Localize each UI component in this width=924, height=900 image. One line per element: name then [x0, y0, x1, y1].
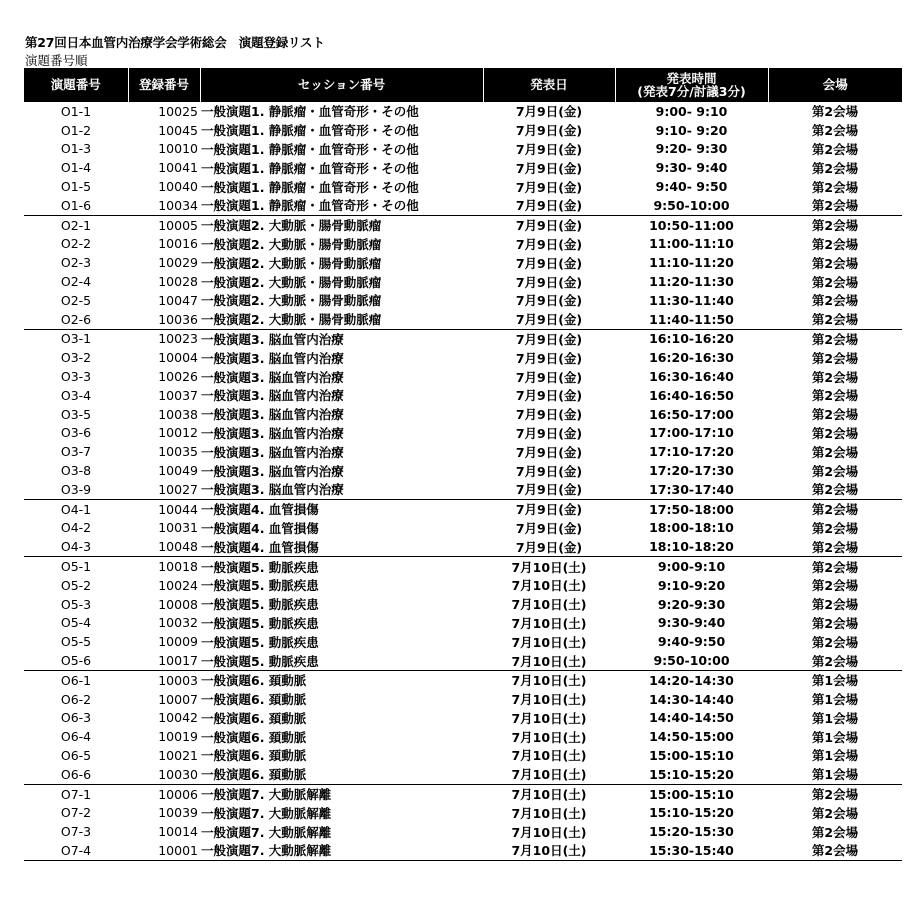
date-cell: 7月9日(金) [515, 425, 583, 441]
abstract-number-cell: O3-7 [60, 444, 92, 460]
abstract-number-cell: O2-4 [60, 274, 92, 290]
date-cell: 7月9日(金) [515, 274, 583, 290]
venue-cell: 第2会場 [811, 578, 859, 594]
venue-cell: 第2会場 [768, 784, 902, 803]
venue-cell: 第2会場 [811, 293, 859, 309]
time-cell: 9:30-9:40 [657, 615, 726, 631]
session-cell: 一般演題7. 大動脈解離 [200, 841, 483, 860]
registration-number-cell: 10018 [128, 557, 200, 576]
venue-cell: 第2会場 [811, 123, 859, 139]
table-row [24, 291, 902, 310]
table-row [24, 576, 902, 595]
header-abstract-number: 演題番号 [24, 68, 128, 102]
date-cell: 7月10日(土) [483, 557, 615, 576]
session-cell: 一般演題6. 頚動脈 [201, 692, 307, 708]
venue-cell: 第2会場 [811, 179, 859, 195]
venue-cell: 第2会場 [811, 634, 859, 650]
table-row [24, 746, 902, 765]
abstract-number-cell: O1-4 [60, 160, 92, 176]
session-cell: 一般演題5. 動脈疾患 [201, 597, 319, 613]
header-registration-number: 登録番号 [128, 68, 200, 102]
registration-number-cell: 10031 [158, 520, 198, 536]
table-row [24, 651, 902, 670]
abstract-number-cell: O3-5 [60, 406, 92, 422]
table-row [24, 537, 902, 556]
venue-cell: 第2会場 [811, 350, 859, 366]
header-presentation-date: 発表日 [483, 68, 615, 102]
abstract-number-cell: O6-1 [24, 670, 128, 689]
header-presentation-time [615, 68, 768, 102]
venue-cell: 第2会場 [811, 312, 859, 328]
table-row [24, 499, 902, 518]
time-cell: 16:40-16:50 [649, 387, 734, 403]
abstract-number-cell: O3-6 [60, 425, 92, 441]
date-cell: 7月10日(土) [511, 805, 587, 821]
time-cell: 9:40-9:50 [657, 634, 726, 650]
table-row [24, 196, 902, 215]
session-cell: 一般演題6. 頚動脈 [201, 710, 307, 726]
venue-cell: 第2会場 [811, 463, 859, 479]
time-cell: 15:20-15:30 [649, 824, 734, 840]
session-cell: 一般演題1. 静脈瘤・血管奇形・その他 [201, 141, 419, 157]
table-row [24, 595, 902, 614]
venue-cell: 第1会場 [811, 692, 859, 708]
time-cell: 18:00-18:10 [649, 520, 734, 536]
session-cell: 一般演題3. 脳血管内治療 [201, 350, 344, 366]
date-cell: 7月9日(金) [515, 520, 583, 536]
date-cell: 7月9日(金) [515, 482, 583, 498]
session-cell: 一般演題3. 脳血管内治療 [201, 407, 344, 423]
registration-number-cell: 10041 [158, 160, 198, 176]
date-cell: 7月10日(土) [483, 841, 615, 860]
table-row [24, 140, 902, 159]
abstract-number-cell: O5-5 [60, 634, 92, 650]
session-cell: 一般演題5. 動脈疾患 [201, 578, 319, 594]
table-row [24, 480, 902, 499]
abstract-number-cell: O7-3 [60, 824, 92, 840]
date-cell: 7月10日(土) [511, 767, 587, 783]
time-cell: 11:40-11:50 [649, 311, 734, 327]
abstract-number-cell: O6-2 [60, 691, 92, 707]
registration-number-cell: 10032 [158, 615, 198, 631]
session-cell: 一般演題3. 脳血管内治療 [201, 463, 344, 479]
abstract-number-cell: O7-2 [60, 805, 92, 821]
date-cell: 7月10日(土) [511, 748, 587, 764]
venue-cell: 第2会場 [768, 841, 902, 860]
registration-number-cell: 10021 [158, 747, 198, 763]
abstract-number-cell: O1-5 [60, 179, 92, 195]
session-cell: 一般演題7. 大動脈解離 [201, 824, 332, 840]
date-cell: 7月9日(金) [515, 407, 583, 423]
registration-number-cell: 10040 [158, 179, 198, 195]
table-row [24, 405, 902, 424]
session-cell: 一般演題5. 動脈疾患 [200, 557, 483, 576]
date-cell: 7月9日(金) [483, 215, 615, 234]
date-cell: 7月9日(金) [515, 236, 583, 252]
registration-number-cell: 10004 [158, 350, 198, 366]
date-cell: 7月10日(土) [483, 670, 615, 689]
session-cell: 一般演題6. 頚動脈 [200, 670, 483, 689]
table-row [24, 272, 902, 291]
table-row [24, 709, 902, 728]
time-cell: 9:10- 9:20 [655, 122, 728, 138]
time-cell: 16:10-16:20 [615, 329, 768, 348]
session-cell: 一般演題1. 静脈瘤・血管奇形・その他 [201, 160, 419, 176]
venue-cell: 第2会場 [811, 198, 859, 214]
time-cell: 17:00-17:10 [649, 425, 734, 441]
date-cell: 7月9日(金) [515, 539, 583, 555]
time-cell: 11:30-11:40 [649, 292, 734, 308]
venue-cell: 第2会場 [811, 141, 859, 157]
session-cell: 一般演題7. 大動脈解離 [200, 784, 483, 803]
session-cell: 一般演題6. 頚動脈 [201, 729, 307, 745]
table-row [24, 632, 902, 651]
abstract-number-cell: O5-4 [60, 615, 92, 631]
date-cell: 7月10日(土) [511, 578, 587, 594]
time-cell: 15:00-15:10 [615, 784, 768, 803]
time-cell: 17:10-17:20 [649, 444, 734, 460]
registration-number-cell: 10026 [158, 369, 198, 385]
table-row [24, 841, 902, 860]
venue-cell: 第2会場 [811, 805, 859, 821]
abstract-number-cell: O4-3 [60, 539, 92, 555]
date-cell: 7月10日(土) [511, 710, 587, 726]
table-row [24, 329, 902, 348]
date-cell: 7月10日(土) [511, 634, 587, 650]
time-cell: 15:10-15:20 [649, 766, 734, 782]
registration-number-cell: 10025 [128, 102, 200, 121]
abstract-number-cell: O1-2 [60, 122, 92, 138]
abstract-number-cell: O5-2 [60, 577, 92, 593]
date-cell: 7月9日(金) [515, 293, 583, 309]
abstract-number-cell: O4-1 [24, 499, 128, 518]
header-session-number: セッション番号 [200, 68, 483, 102]
session-cell: 一般演題4. 血管損傷 [201, 520, 319, 536]
abstract-number-cell: O1-3 [60, 141, 92, 157]
date-cell: 7月9日(金) [515, 463, 583, 479]
registration-number-cell: 10039 [158, 805, 198, 821]
abstract-number-cell: O1-6 [60, 197, 92, 213]
registration-number-cell: 10003 [128, 670, 200, 689]
venue-cell: 第2会場 [811, 824, 859, 840]
date-cell: 7月9日(金) [515, 444, 583, 460]
venue-cell: 第1会場 [811, 729, 859, 745]
session-cell: 一般演題2. 大動脈・腸骨動脈瘤 [201, 236, 382, 252]
venue-cell: 第2会場 [768, 499, 902, 518]
abstract-number-cell: O2-5 [60, 292, 92, 308]
table-row [24, 727, 902, 746]
date-cell: 7月9日(金) [515, 369, 583, 385]
registration-number-cell: 10036 [158, 311, 198, 327]
session-cell: 一般演題4. 血管損傷 [201, 539, 319, 555]
venue-cell: 第1会場 [768, 670, 902, 689]
venue-cell: 第1会場 [811, 748, 859, 764]
time-cell: 18:10-18:20 [649, 539, 734, 555]
session-cell: 一般演題4. 血管損傷 [200, 499, 483, 518]
venue-cell: 第2会場 [768, 215, 902, 234]
venue-cell: 第2会場 [811, 407, 859, 423]
venue-cell: 第2会場 [811, 539, 859, 555]
registration-number-cell: 10023 [128, 329, 200, 348]
time-cell: 9:20-9:30 [657, 596, 726, 612]
registration-number-cell: 10048 [158, 539, 198, 555]
table-row [24, 235, 902, 254]
time-cell: 9:50-10:00 [653, 197, 730, 213]
table-body [24, 102, 902, 861]
abstract-number-cell: O2-3 [60, 255, 92, 271]
session-cell: 一般演題1. 静脈瘤・血管奇形・その他 [201, 198, 419, 214]
time-cell: 15:10-15:20 [649, 805, 734, 821]
time-cell: 9:30- 9:40 [655, 160, 728, 176]
abstract-number-cell: O3-3 [60, 369, 92, 385]
session-cell: 一般演題5. 動脈疾患 [201, 634, 319, 650]
abstract-number-cell: O3-8 [60, 463, 92, 479]
table-row [24, 215, 902, 234]
table-row [24, 614, 902, 633]
abstract-number-cell: O1-1 [24, 102, 128, 121]
table-row [24, 424, 902, 443]
time-cell: 15:30-15:40 [615, 841, 768, 860]
session-cell: 一般演題6. 頚動脈 [201, 748, 307, 764]
venue-cell: 第2会場 [811, 520, 859, 536]
time-cell: 11:20-11:30 [649, 274, 734, 290]
time-cell: 14:40-14:50 [649, 710, 734, 726]
abstract-number-cell: O7-1 [24, 784, 128, 803]
session-cell: 一般演題3. 脳血管内治療 [201, 425, 344, 441]
table-row [24, 386, 902, 405]
table-row [24, 348, 902, 367]
venue-cell: 第2会場 [768, 329, 902, 348]
registration-number-cell: 10014 [158, 824, 198, 840]
registration-number-cell: 10005 [128, 215, 200, 234]
time-cell: 17:20-17:30 [649, 463, 734, 479]
session-cell: 一般演題5. 動脈疾患 [201, 653, 319, 669]
time-cell: 14:20-14:30 [615, 670, 768, 689]
abstract-number-cell: O3-4 [60, 387, 92, 403]
registration-number-cell: 10010 [158, 141, 198, 157]
abstract-number-cell: O2-6 [60, 311, 92, 327]
date-cell: 7月9日(金) [515, 255, 583, 271]
registration-number-cell: 10009 [158, 634, 198, 650]
registration-number-cell: 10008 [158, 596, 198, 612]
abstract-table-container [24, 68, 902, 861]
registration-number-cell: 10001 [128, 841, 200, 860]
date-cell: 7月10日(土) [511, 653, 587, 669]
registration-number-cell: 10049 [158, 463, 198, 479]
session-cell: 一般演題2. 大動脈・腸骨動脈瘤 [201, 312, 382, 328]
date-cell: 7月9日(金) [515, 160, 583, 176]
session-cell: 一般演題3. 脳血管内治療 [201, 482, 344, 498]
abstract-number-cell: O3-1 [24, 329, 128, 348]
session-cell: 一般演題2. 大動脈・腸骨動脈瘤 [201, 255, 382, 271]
abstract-number-cell: O2-2 [60, 236, 92, 252]
abstract-number-cell: O6-4 [60, 729, 92, 745]
registration-number-cell: 10019 [158, 729, 198, 745]
time-cell: 14:30-14:40 [649, 691, 734, 707]
table-row [24, 121, 902, 140]
abstract-number-cell: O5-3 [60, 596, 92, 612]
time-cell: 15:00-15:10 [649, 747, 734, 763]
abstract-table [24, 68, 902, 861]
registration-number-cell: 10007 [158, 691, 198, 707]
time-cell: 11:00-11:10 [649, 236, 734, 252]
table-row [24, 177, 902, 196]
date-cell: 7月9日(金) [515, 179, 583, 195]
time-cell: 16:20-16:30 [649, 350, 734, 366]
venue-cell: 第2会場 [768, 102, 902, 121]
registration-number-cell: 10038 [158, 406, 198, 422]
time-cell: 17:50-18:00 [615, 499, 768, 518]
time-cell: 16:30-16:40 [649, 369, 734, 385]
table-row [24, 519, 902, 538]
abstract-number-cell: O3-9 [60, 481, 92, 497]
table-row [24, 158, 902, 177]
session-cell: 一般演題2. 大動脈・腸骨動脈瘤 [201, 293, 382, 309]
table-row [24, 765, 902, 784]
time-cell: 9:10-9:20 [657, 577, 726, 593]
date-cell: 7月9日(金) [483, 329, 615, 348]
session-cell: 一般演題2. 大動脈・腸骨動脈瘤 [201, 274, 382, 290]
venue-cell: 第2会場 [811, 388, 859, 404]
date-cell: 7月9日(金) [515, 141, 583, 157]
venue-cell: 第2会場 [768, 557, 902, 576]
session-cell: 一般演題2. 大動脈・腸骨動脈瘤 [200, 215, 483, 234]
time-cell: 10:50-11:00 [615, 215, 768, 234]
table-row [24, 442, 902, 461]
time-cell: 17:30-17:40 [649, 481, 734, 497]
session-cell: 一般演題1. 静脈瘤・血管奇形・その他 [201, 123, 419, 139]
abstract-number-cell: O2-1 [24, 215, 128, 234]
registration-number-cell: 10029 [158, 255, 198, 271]
venue-cell: 第2会場 [811, 369, 859, 385]
date-cell: 7月9日(金) [515, 312, 583, 328]
time-cell: 11:10-11:20 [649, 255, 734, 271]
session-cell: 一般演題3. 脳血管内治療 [201, 444, 344, 460]
session-cell: 一般演題1. 静脈瘤・血管奇形・その他 [200, 102, 483, 121]
date-cell: 7月10日(土) [511, 597, 587, 613]
time-cell: 9:00- 9:10 [615, 102, 768, 121]
document-subtitle: 演題番号順 [25, 53, 88, 68]
table-row [24, 557, 902, 576]
date-cell: 7月9日(金) [515, 350, 583, 366]
date-cell: 7月10日(土) [511, 824, 587, 840]
registration-number-cell: 10037 [158, 387, 198, 403]
registration-number-cell: 10028 [158, 274, 198, 290]
venue-cell: 第2会場 [811, 444, 859, 460]
time-cell: 14:50-15:00 [649, 729, 734, 745]
session-cell: 一般演題3. 脳血管内治療 [200, 329, 483, 348]
registration-number-cell: 10035 [158, 444, 198, 460]
session-cell: 一般演題7. 大動脈解離 [201, 805, 332, 821]
date-cell: 7月9日(金) [483, 499, 615, 518]
session-cell: 一般演題6. 頚動脈 [201, 767, 307, 783]
session-cell: 一般演題1. 静脈瘤・血管奇形・その他 [201, 179, 419, 195]
table-header-row [24, 68, 902, 102]
date-cell: 7月9日(金) [515, 123, 583, 139]
abstract-number-cell: O7-4 [24, 841, 128, 860]
table-row [24, 461, 902, 480]
registration-number-cell: 10034 [158, 197, 198, 213]
time-cell: 9:40- 9:50 [655, 179, 728, 195]
abstract-number-cell: O6-5 [60, 747, 92, 763]
table-row [24, 670, 902, 689]
venue-cell: 第2会場 [811, 160, 859, 176]
table-row [24, 102, 902, 121]
session-cell: 一般演題5. 動脈疾患 [201, 615, 319, 631]
date-cell: 7月10日(土) [483, 784, 615, 803]
date-cell: 7月10日(土) [511, 615, 587, 631]
abstract-number-cell: O6-6 [60, 766, 92, 782]
venue-cell: 第2会場 [811, 274, 859, 290]
registration-number-cell: 10044 [128, 499, 200, 518]
registration-number-cell: 10030 [158, 766, 198, 782]
venue-cell: 第2会場 [811, 482, 859, 498]
time-cell: 9:50-10:00 [653, 653, 730, 668]
registration-number-cell: 10016 [158, 236, 198, 252]
venue-cell: 第2会場 [811, 255, 859, 271]
registration-number-cell: 10042 [158, 710, 198, 726]
registration-number-cell: 10024 [158, 577, 198, 593]
registration-number-cell: 10047 [158, 292, 198, 308]
date-cell: 7月10日(土) [511, 729, 587, 745]
date-cell: 7月10日(土) [511, 692, 587, 708]
table-row [24, 367, 902, 386]
session-cell: 一般演題3. 脳血管内治療 [201, 369, 344, 385]
registration-number-cell: 10045 [158, 122, 198, 138]
date-cell: 7月9日(金) [515, 198, 583, 214]
date-cell: 7月9日(金) [515, 388, 583, 404]
date-cell: 7月9日(金) [483, 102, 615, 121]
abstract-number-cell: O4-2 [60, 520, 92, 536]
registration-number-cell: 10027 [158, 481, 198, 497]
table-row [24, 690, 902, 709]
venue-cell: 第1会場 [811, 767, 859, 783]
table-row [24, 784, 902, 803]
venue-cell: 第2会場 [811, 615, 859, 631]
session-cell: 一般演題3. 脳血管内治療 [201, 388, 344, 404]
venue-cell: 第2会場 [811, 425, 859, 441]
registration-number-cell: 10017 [158, 653, 198, 668]
header-venue: 会場 [768, 68, 902, 102]
document-title: 第27回日本血管内治療学会学術総会 演題登録リスト [25, 35, 325, 50]
registration-number-cell: 10006 [128, 784, 200, 803]
abstract-number-cell: O5-1 [24, 557, 128, 576]
time-cell: 9:00-9:10 [615, 557, 768, 576]
header-presentation-time-label: 発表時間 [666, 70, 717, 86]
venue-cell: 第1会場 [811, 710, 859, 726]
time-cell: 9:20- 9:30 [655, 141, 728, 157]
table-row [24, 803, 902, 822]
header-presentation-time-note: (発表7分/討議3分) [637, 83, 746, 99]
table-row [24, 253, 902, 272]
abstract-number-cell: O5-6 [60, 653, 92, 668]
abstract-number-cell: O3-2 [60, 350, 92, 366]
venue-cell: 第2会場 [811, 597, 859, 613]
table-row [24, 310, 902, 329]
registration-number-cell: 10012 [158, 425, 198, 441]
venue-cell: 第2会場 [811, 653, 859, 669]
venue-cell: 第2会場 [811, 236, 859, 252]
table-row [24, 822, 902, 841]
time-cell: 16:50-17:00 [649, 406, 734, 422]
abstract-number-cell: O6-3 [60, 710, 92, 726]
